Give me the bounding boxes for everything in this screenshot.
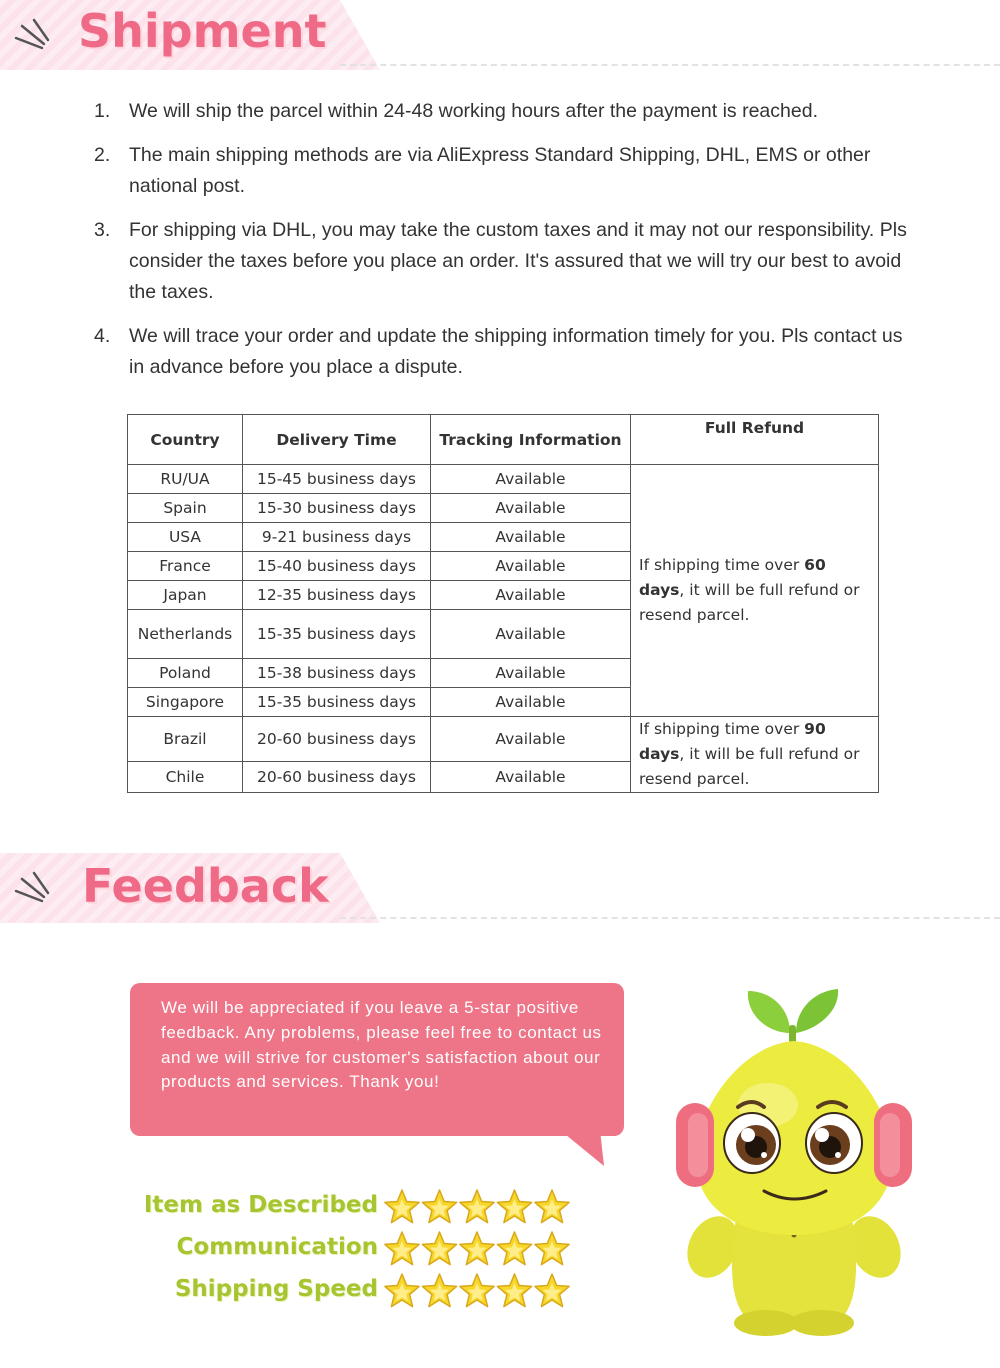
five-stars-icon bbox=[384, 1188, 570, 1228]
list-number: 2. bbox=[94, 144, 111, 166]
feedback-header bbox=[0, 853, 1000, 923]
list-item bbox=[94, 140, 914, 202]
table-row bbox=[128, 717, 879, 762]
cell-delivery: 15-30 business days bbox=[243, 494, 431, 523]
cell-delivery: 15-35 business days bbox=[243, 610, 431, 659]
cell-delivery: 20-60 business days bbox=[243, 717, 431, 762]
cell-country: France bbox=[128, 552, 243, 581]
five-stars-icon bbox=[384, 1230, 570, 1270]
feedback-message: We will be appreciated if you leave a 5-star positive feedback. Any problems, please feel free to contact us and we will strive for customer's satisfaction about our products and services. Thank you! bbox=[161, 998, 602, 1092]
cell-tracking: Available bbox=[431, 494, 631, 523]
list-number: 3. bbox=[94, 219, 111, 241]
cell-delivery: 12-35 business days bbox=[243, 581, 431, 610]
refund-post: , it will be full refund or resend parcel. bbox=[639, 581, 860, 624]
list-item bbox=[94, 321, 914, 383]
cell-country: RU/UA bbox=[128, 465, 243, 494]
cell-country: Singapore bbox=[128, 688, 243, 717]
cell-refund-60 bbox=[631, 465, 879, 717]
shipment-title: Shipment bbox=[78, 4, 327, 58]
cell-tracking: Available bbox=[431, 465, 631, 494]
list-text: We will ship the parcel within 24-48 working hours after the payment is reached. bbox=[129, 100, 818, 122]
mascot-illustration bbox=[668, 985, 920, 1337]
refund-days: 90 days bbox=[639, 720, 826, 763]
rating-row bbox=[110, 1230, 570, 1270]
rating-row bbox=[110, 1272, 570, 1312]
header-full-refund: Full Refund bbox=[631, 415, 879, 465]
table-header-row bbox=[128, 415, 879, 465]
rating-row bbox=[110, 1188, 570, 1228]
shipment-list bbox=[94, 96, 914, 396]
refund-pre: If shipping time over bbox=[639, 556, 805, 574]
header-divider bbox=[340, 917, 1000, 919]
cell-country: Chile bbox=[128, 762, 243, 793]
five-stars-icon bbox=[384, 1272, 570, 1312]
list-number: 1. bbox=[94, 100, 111, 122]
sparkle-lines-icon bbox=[8, 871, 58, 911]
refund-post: , it will be full refund or resend parcel. bbox=[639, 745, 860, 788]
cell-tracking: Available bbox=[431, 659, 631, 688]
cell-country: Poland bbox=[128, 659, 243, 688]
cell-tracking: Available bbox=[431, 523, 631, 552]
cell-country: Japan bbox=[128, 581, 243, 610]
shipment-header bbox=[0, 0, 1000, 70]
rating-label: Communication bbox=[176, 1234, 378, 1260]
cell-country: USA bbox=[128, 523, 243, 552]
cell-tracking: Available bbox=[431, 610, 631, 659]
list-text: We will trace your order and update the shipping information timely for you. Pls contact us in advance before you place a dispute. bbox=[129, 325, 903, 378]
list-text: The main shipping methods are via AliExpress Standard Shipping, DHL, EMS or other national post. bbox=[129, 144, 871, 197]
cell-country: Spain bbox=[128, 494, 243, 523]
cell-delivery: 15-35 business days bbox=[243, 688, 431, 717]
cell-delivery: 15-40 business days bbox=[243, 552, 431, 581]
refund-days: 60 days bbox=[639, 556, 826, 599]
header-delivery-time: Delivery Time bbox=[243, 415, 431, 465]
cell-country: Netherlands bbox=[128, 610, 243, 659]
list-text: For shipping via DHL, you may take the custom taxes and it may not our responsibility. Pls consider the taxes before you place an order. It's assured that we will try our best to avoid the taxes. bbox=[129, 219, 907, 303]
feedback-title: Feedback bbox=[82, 859, 329, 913]
refund-pre: If shipping time over bbox=[639, 720, 805, 738]
cell-tracking: Available bbox=[431, 688, 631, 717]
sparkle-lines-icon bbox=[8, 18, 58, 58]
list-item bbox=[94, 96, 914, 127]
cell-tracking: Available bbox=[431, 552, 631, 581]
cell-delivery: 9-21 business days bbox=[243, 523, 431, 552]
cell-delivery: 20-60 business days bbox=[243, 762, 431, 793]
header-tracking: Tracking Information bbox=[431, 415, 631, 465]
cell-tracking: Available bbox=[431, 581, 631, 610]
cell-country: Brazil bbox=[128, 717, 243, 762]
bubble-tail-shape bbox=[560, 1130, 610, 1170]
cell-delivery: 15-45 business days bbox=[243, 465, 431, 494]
list-item bbox=[94, 215, 914, 308]
cell-delivery: 15-38 business days bbox=[243, 659, 431, 688]
cell-refund-90 bbox=[631, 717, 879, 793]
list-number: 4. bbox=[94, 325, 111, 347]
shipping-table bbox=[127, 414, 879, 793]
table-row bbox=[128, 465, 879, 494]
cell-tracking: Available bbox=[431, 762, 631, 793]
header-divider bbox=[340, 64, 1000, 66]
rating-label: Shipping Speed bbox=[174, 1276, 378, 1302]
header-country: Country bbox=[128, 415, 243, 465]
cell-tracking: Available bbox=[431, 717, 631, 762]
rating-label: Item as Described bbox=[143, 1192, 378, 1218]
